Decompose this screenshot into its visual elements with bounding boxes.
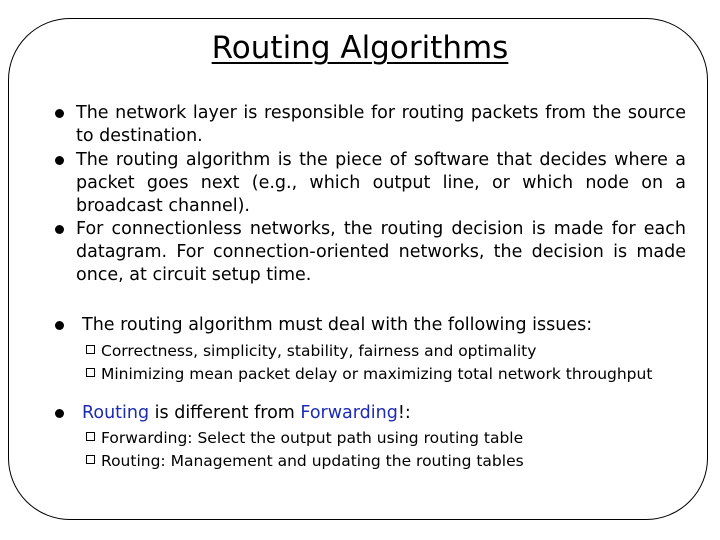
bullet-text: The routing algorithm must deal with the following issues: — [82, 315, 593, 335]
sub-item-text: Minimizing mean packet delay or maximizing total network throughput — [101, 365, 653, 383]
bullet-dot-icon — [55, 156, 64, 165]
bullet-dot-icon — [55, 409, 64, 418]
bullet-text: The network layer is responsible for routing packets from the source to destination. — [76, 103, 686, 146]
square-bullet-icon — [86, 432, 95, 441]
bullet-text: For connectionless networks, the routing decision is made for each datagram. For connection-oriented networks, the decision is made once, at circuit setup time. — [76, 219, 686, 285]
sub-list-issues — [86, 340, 652, 386]
bullet-dot-icon — [55, 109, 64, 118]
trailing-text: !: — [397, 403, 411, 423]
square-bullet-icon — [86, 455, 95, 464]
routing-term: Routing — [82, 403, 150, 423]
forwarding-term: Forwarding — [300, 403, 398, 423]
bullet-dot-icon — [55, 225, 64, 234]
sub-item — [86, 363, 652, 386]
sub-item — [86, 450, 524, 473]
sub-item-text: Forwarding: Select the output path using routing table — [101, 429, 524, 447]
connector-text: is different from — [149, 403, 301, 423]
sub-item — [86, 427, 524, 450]
bullet-dot-icon — [55, 321, 64, 330]
square-bullet-icon — [86, 345, 95, 354]
square-bullet-icon — [86, 368, 95, 377]
sub-item-text: Correctness, simplicity, stability, fairness and optimality — [101, 342, 537, 360]
slide-title: Routing Algorithms — [211, 30, 509, 66]
sub-item-text: Routing: Management and updating the routing tables — [101, 452, 524, 470]
bullet-text — [82, 402, 692, 425]
sub-item — [86, 340, 652, 363]
bullet-text: The routing algorithm is the piece of software that decides where a packet goes next (e.g., which output line, or which node on a broadcast channel). — [76, 150, 686, 216]
sub-list-routing-vs-forwarding — [86, 427, 524, 473]
